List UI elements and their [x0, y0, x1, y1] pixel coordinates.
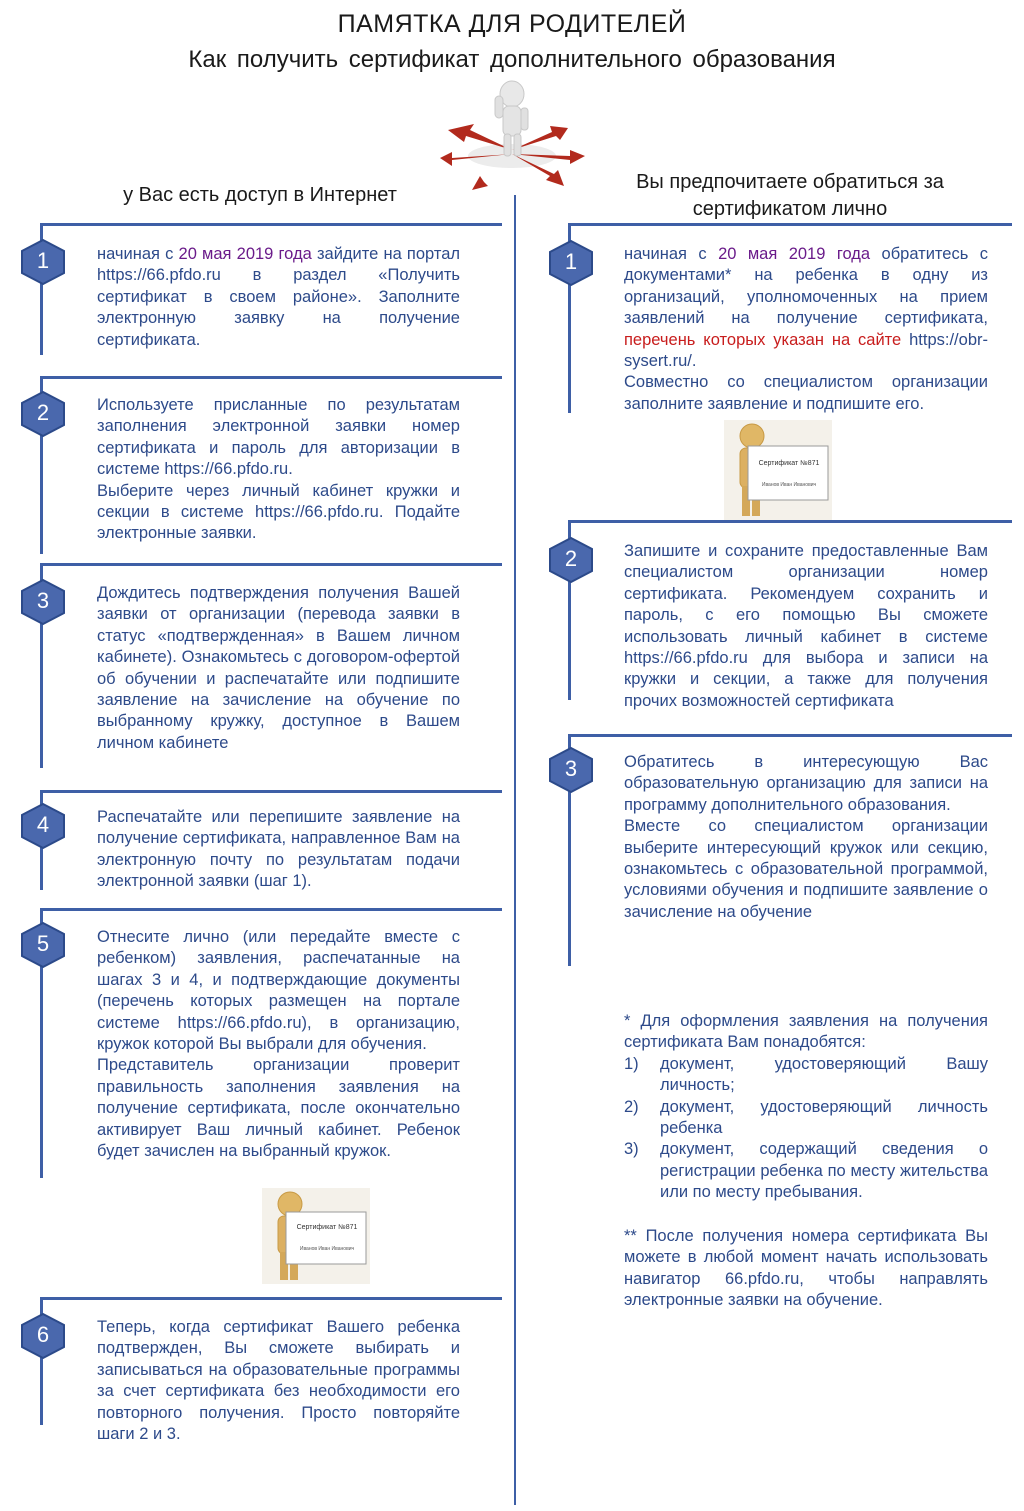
- list-item: 3) документ, содержащий сведения о регистрации ребенка по месту жительства или по месту пребывания.: [624, 1140, 988, 1202]
- page-subtitle: Как получить сертификат дополнительного образования: [188, 46, 836, 73]
- left-step-3-text: Дождитесь подтверждения получения Вашей заявки от организации (перевода заявки в статус «подтвержденная» в Вашем личном кабинете). Ознакомьтесь с договором-офертой об обучении и распечатайте или подпишите заявление на зачисление на обучение по выбранному кружку, доступное в Вашем личном кабинете: [97, 584, 460, 752]
- left-step-4-text: Распечатайте или перепишите заявление на получение сертификата, направленное Вам на электронную почту по результатам подачи электронной заявки (шаг 1).: [97, 808, 460, 891]
- step-badge: 2: [548, 537, 594, 583]
- left-step-1-text: начиная с 20 мая 2019 года зайдите на портал https://66.pfdo.ru в раздел «Получить сертификат в своем районе». Заполните электронную заявку на получение сертификата.: [97, 245, 461, 349]
- right-step-2-text: Запишите и сохраните предоставленные Вам специалистом организации номер сертификата. Рекомендуем сохранить и пароль, с его помощью Вы сможете использовать личный кабинет в системе https://66.pfdo.ru для выбора и записи на кружки и секции, а также для получения прочих возможностей сертификата: [624, 542, 988, 710]
- navigator-note: ** После получения номера сертификата Вы можете в любой момент начать использовать навигатор 66.pfdo.ru, чтобы направлять электронные заявки на обучение.: [624, 1227, 988, 1310]
- left-step-2-text: Используете присланные по результатам заполнения электронной заявки номер сертификата и пароль для авторизации в системе https://66.pfdo.ru. Выберите через личный кабинет кружки и секции в системе https://66.pfdo.ru. Подайте электронные заявки.: [97, 396, 460, 543]
- documents-note: [624, 1011, 988, 1204]
- right-heading-line2: сертификатом лично: [692, 198, 888, 220]
- left-step-5-text: Отнесите лично (или передайте вместе с ребенком) заявления, распечатанные на шагах 3 и 4, и подтверждающие документы (перечень которых размещен на портале системе https://66.pfdo.ru), в организацию, кружок которой Вы выбрали для обучения. Представитель организации проверит правильность заполнения заявления на получение сертификата, после окончательно активирует Ваш личный кабинет. Ребенок будет зачислен на выбранный кружок.: [97, 928, 460, 1161]
- certificate-title: Сертификат №871: [758, 460, 820, 467]
- page-title: ПАМЯТКА ДЛЯ РОДИТЕЛЕЙ: [337, 10, 687, 38]
- right-step-3-text: Обратитесь в интересующую Вас образовательную организацию для записи на программу дополнительного образования. Вместе со специалистом организации выберите интересующий кружок или секцию, ознакомьтесь с образовательной программой, условиями обучения и подпишите заявление о зачисление на обучение: [624, 753, 988, 921]
- certificate-owner: Иванов Иван Иванович: [761, 482, 817, 488]
- left-column-heading: у Вас есть доступ в Интернет: [123, 184, 397, 206]
- step-badge: 3: [548, 747, 594, 793]
- certificate-title: Сертификат №871: [296, 1224, 358, 1231]
- step-badge: 1: [548, 240, 594, 286]
- right-column-heading: [560, 169, 1020, 223]
- certificate-owner: Иванов Иван Иванович: [299, 1246, 355, 1252]
- step-badge: 6: [20, 1313, 66, 1359]
- list-item: 1) документ, удостоверяющий Вашу личность;: [624, 1054, 988, 1095]
- documents-note-intro: * Для оформления заявления на получения сертификата Вам понадобятся:: [624, 1012, 988, 1052]
- step-badge: 2: [20, 391, 66, 437]
- list-item: 2) документ, удостоверяющий личность ребенка: [624, 1097, 988, 1138]
- certificate-man-illustration: [262, 1188, 370, 1284]
- step-badge: 1: [20, 239, 66, 285]
- step-badge: 3: [20, 579, 66, 625]
- right-step-1-text: начиная с 20 мая 2019 года обратитесь с документами* на ребенка в одну из организаций, уполномоченных на прием заявлений на получение сертификата, перечень которых указан на сайте https://obr-sysert.ru/. Совместно со специалистом организации заполните заявление и подпишите его.: [624, 245, 988, 413]
- certificate-man-illustration: [724, 420, 832, 520]
- right-heading-line1: Вы предпочитаете обратиться за: [636, 171, 944, 193]
- column-divider: [514, 195, 516, 1505]
- documents-list: [624, 1054, 988, 1204]
- step-badge: 4: [20, 803, 66, 849]
- step-badge: 5: [20, 922, 66, 968]
- left-step-6-text: Теперь, когда сертификат Вашего ребенка подтвержден, Вы сможете выбирать и записываться на образовательные программы за счет сертификата без необходимости его повторного получения. Просто повторяйте шаги 2 и 3.: [97, 1318, 460, 1444]
